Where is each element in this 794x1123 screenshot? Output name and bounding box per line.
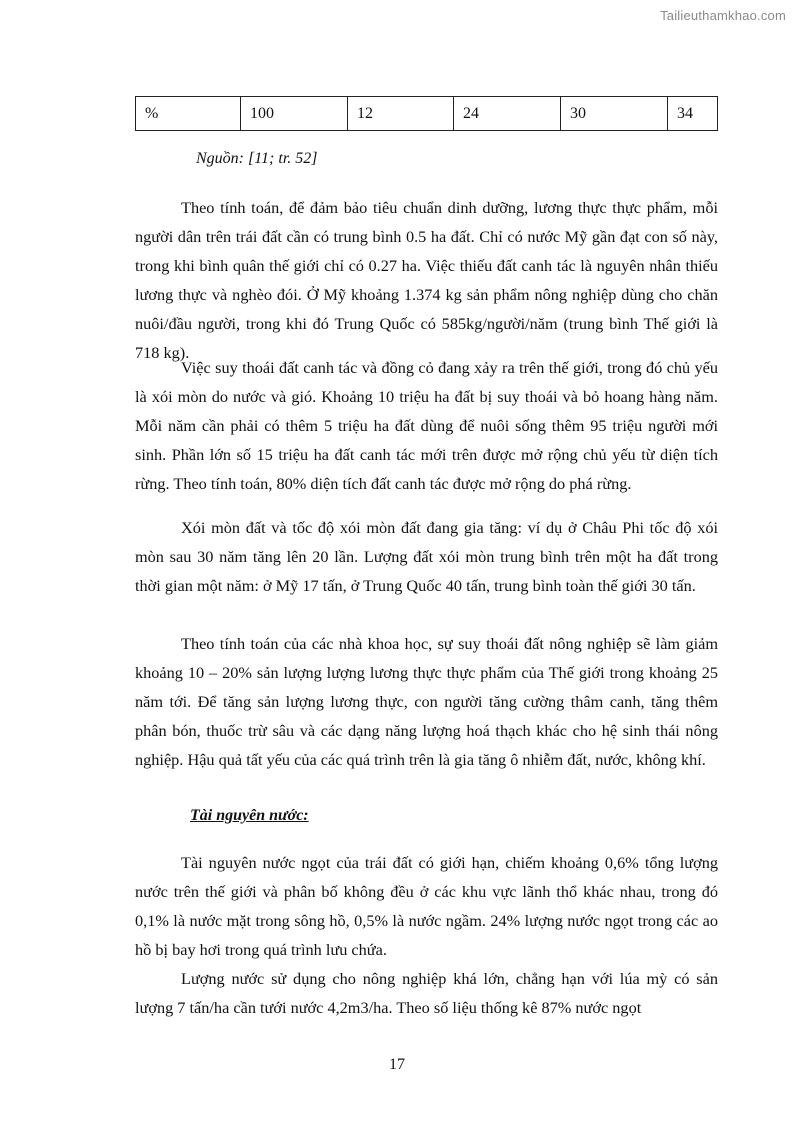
paragraph: Theo tính toán, để đảm bảo tiêu chuẩn dinh dưỡng, lương thực thực phẩm, mỗi người dân trên trái đất cần có trung bình 0.5 ha đất. Chỉ có nước Mỹ gần đạt con số này, trong khi bình quân thế giới chỉ có 0.27 ha. Việc thiếu đất canh tác là nguyên nhân thiếu lương thực và nghèo đói. Ở Mỹ khoảng 1.374 kg sản phẩm nông nghiệp dùng cho chăn nuôi/đầu người, trong khi đó Trung Quốc có 585kg/người/năm (trung bình Thế giới là 718 kg). — [135, 198, 718, 362]
section-heading: Tài nguyên nước: — [190, 807, 309, 824]
data-table — [135, 96, 718, 131]
paragraph: Tài nguyên nước ngọt của trái đất có giới hạn, chiếm khoảng 0,6% tổng lượng nước trên thế giới và phân bố không đều ở các khu vực lãnh thổ khác nhau, trong đó 0,1% là nước mặt trong sông hồ, 0,5% là nước ngầm. 24% lượng nước ngọt trong các ao hồ bị bay hơi trong quá trình lưu chứa. — [135, 853, 718, 959]
table-cell: % — [136, 97, 241, 131]
paragraph: Xói mòn đất và tốc độ xói mòn đất đang gia tăng: ví dụ ở Châu Phi tốc độ xói mòn sau 30 năm tăng lên 20 lần. Lượng đất xói mòn trung bình trên một ha đất trong thời gian một năm: ở Mỹ 17 tấn, ở Trung Quốc 40 tấn, trung bình toàn thế giới 30 tấn. — [135, 518, 718, 595]
page-number: 17 — [389, 1056, 405, 1073]
table-cell: 34 — [668, 97, 718, 131]
paragraph: Lượng nước sử dụng cho nông nghiệp khá lớn, chẳng hạn với lúa mỳ có sản lượng 7 tấn/ha cần tưới nước 4,2m3/ha. Theo số liệu thống kê 87% nước ngọt — [135, 969, 718, 1017]
table-cell: 30 — [561, 97, 668, 131]
paragraph: Theo tính toán của các nhà khoa học, sự suy thoái đất nông nghiệp sẽ làm giảm khoảng 10 – 20% sản lượng lượng lương thực thực phẩm của Thế giới trong khoảng 25 năm tới. Để tăng sản lượng lương thực, con người tăng cường thâm canh, tăng thêm phân bón, thuốc trừ sâu và các dạng năng lượng hoá thạch khác cho hệ sinh thái nông nghiệp. Hậu quả tất yếu của các quá trình trên là gia tăng ô nhiễm đất, nước, không khí. — [135, 634, 718, 769]
table-cell: 24 — [454, 97, 561, 131]
table-cell: 100 — [241, 97, 348, 131]
source-note: Nguồn: [11; tr. 52] — [196, 150, 318, 167]
table-row — [136, 97, 718, 131]
table-cell: 12 — [348, 97, 454, 131]
paragraph: Việc suy thoái đất canh tác và đồng cỏ đang xảy ra trên thế giới, trong đó chủ yếu là xói mòn do nước và gió. Khoảng 10 triệu ha đất bị suy thoái và bỏ hoang hàng năm. Mỗi năm cần phải có thêm 5 triệu ha đất dùng để nuôi sống thêm 95 triệu người mới sinh. Phần lớn số 15 triệu ha đất canh tác mới trên được mở rộng chủ yếu từ diện tích rừng. Theo tính toán, 80% diện tích đất canh tác được mở rộng do phá rừng. — [135, 358, 718, 493]
watermark-text: Tailieuthamkhao.com — [660, 8, 786, 23]
